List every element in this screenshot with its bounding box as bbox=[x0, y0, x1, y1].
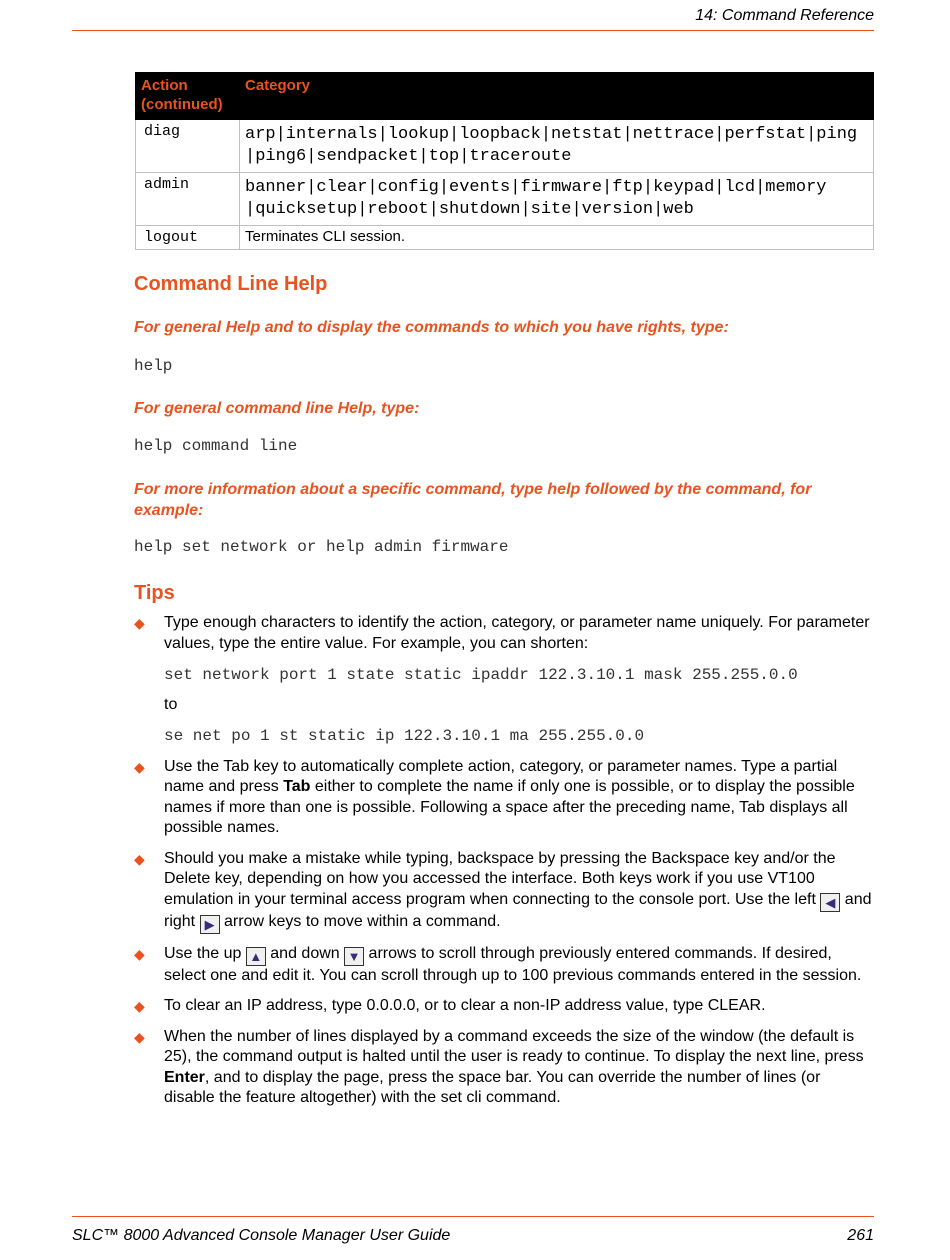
tip-code: se net po 1 st static ip 122.3.10.1 ma 255.255.0.0 bbox=[164, 727, 645, 745]
tip-text: arrows to scroll through previously entered commands. If desired, select one and edit it. You can scroll through up to 100 previous commands entered in the session. bbox=[164, 944, 862, 984]
tip-text: to bbox=[164, 695, 178, 713]
right-arrow-key-icon: ▶ bbox=[200, 915, 220, 934]
tip-text: and down bbox=[265, 944, 345, 962]
tip-text: , and to display the page, press the space bar. You can override the number of lines (or disable the feature altogether) with the set cli command. bbox=[164, 1068, 821, 1106]
column-header-category: Category bbox=[240, 73, 874, 120]
diamond-bullet-icon: ◆ bbox=[134, 998, 145, 1014]
tip-text: When the number of lines displayed by a command exceeds the size of the window (the default is 25), the command output is halted until the user is ready to continue. To display the next line, press bbox=[164, 1027, 864, 1065]
tip-item bbox=[134, 613, 874, 747]
diamond-bullet-icon: ◆ bbox=[134, 945, 145, 962]
table-row bbox=[136, 173, 874, 226]
tip-item bbox=[134, 1027, 874, 1109]
tip-item bbox=[134, 996, 874, 1017]
help-code-3: help set network or help admin firmware bbox=[134, 538, 509, 556]
key-name: Enter bbox=[164, 1068, 205, 1086]
tip-text: arrow keys to move within a command. bbox=[219, 912, 501, 930]
action-cell: admin bbox=[136, 173, 240, 226]
diamond-bullet-icon: ◆ bbox=[134, 850, 145, 867]
tip-text: Should you make a mistake while typing, backspace by pressing the Backspace key and/or the Delete key, depending on how you accessed the interface. Both keys work if you use VT100 emulation in your terminal access program when connecting to the console port. Use the left bbox=[164, 849, 836, 908]
tip-text: To clear an IP address, type 0.0.0.0, or to clear a non-IP address value, type CLEAR. bbox=[164, 997, 766, 1014]
chapter-header: 14: Command Reference bbox=[695, 7, 874, 24]
tip-text: Type enough characters to identify the action, category, or parameter name uniquely. For parameter values, type the entire value. For example, you can shorten: bbox=[164, 614, 870, 652]
diamond-bullet-icon: ◆ bbox=[134, 758, 145, 775]
action-cell: logout bbox=[136, 226, 240, 250]
category-cell: banner|clear|config|events|firmware|ftp|keypad|lcd|memory |quicksetup|reboot|shutdown|site|version|web bbox=[240, 173, 874, 226]
command-table bbox=[135, 72, 874, 250]
tip-item bbox=[134, 757, 874, 839]
footer-title: SLC™ 8000 Advanced Console Manager User Guide bbox=[72, 1227, 451, 1244]
tip-text: Use the up bbox=[164, 944, 246, 962]
help-heading: Command Line Help bbox=[134, 273, 328, 295]
tip-text: either to complete the name if only one is possible, or to display the possible names if more than one is possible. Following a space after the preceding name, Tab displays all possible names. bbox=[164, 778, 855, 836]
help-code-2: help command line bbox=[134, 437, 298, 455]
category-cell: Terminates CLI session. bbox=[240, 226, 874, 250]
tip-text: Use the Tab key to automatically complete action, category, or parameter names. Type a partial name and press bbox=[164, 757, 838, 795]
page-number: 261 bbox=[847, 1227, 874, 1244]
diamond-bullet-icon: ◆ bbox=[134, 1028, 145, 1045]
help-intro-1: For general Help and to display the commands to which you have rights, type: bbox=[134, 319, 729, 336]
down-arrow-key-icon: ▼ bbox=[344, 947, 364, 966]
header-rule bbox=[72, 30, 874, 31]
tips-list bbox=[134, 613, 874, 1119]
tip-item bbox=[134, 849, 874, 934]
diamond-bullet-icon: ◆ bbox=[134, 615, 145, 631]
tips-heading: Tips bbox=[134, 582, 175, 604]
category-cell: arp|internals|lookup|loopback|netstat|nettrace|perfstat|ping |ping6|sendpacket|top|traceroute bbox=[240, 120, 874, 173]
footer-rule bbox=[72, 1216, 874, 1217]
key-name: Tab bbox=[283, 778, 311, 795]
tip-text: and right bbox=[164, 890, 872, 930]
tip-code: set network port 1 state static ipaddr 122.3.10.1 mask 255.255.0.0 bbox=[164, 666, 798, 684]
tip-item bbox=[134, 944, 874, 987]
help-intro-3: For more information about a specific command, type help followed by the command, for example: bbox=[134, 481, 812, 519]
left-arrow-key-icon: ◀ bbox=[820, 893, 840, 912]
help-intro-2: For general command line Help, type: bbox=[134, 400, 420, 417]
help-code-1: help bbox=[134, 357, 173, 375]
action-cell: diag bbox=[136, 120, 240, 173]
table-row bbox=[136, 226, 874, 250]
column-header-action: Action (continued) bbox=[136, 73, 240, 120]
up-arrow-key-icon: ▲ bbox=[246, 947, 266, 966]
table-header-row bbox=[136, 73, 874, 120]
table-row bbox=[136, 120, 874, 173]
